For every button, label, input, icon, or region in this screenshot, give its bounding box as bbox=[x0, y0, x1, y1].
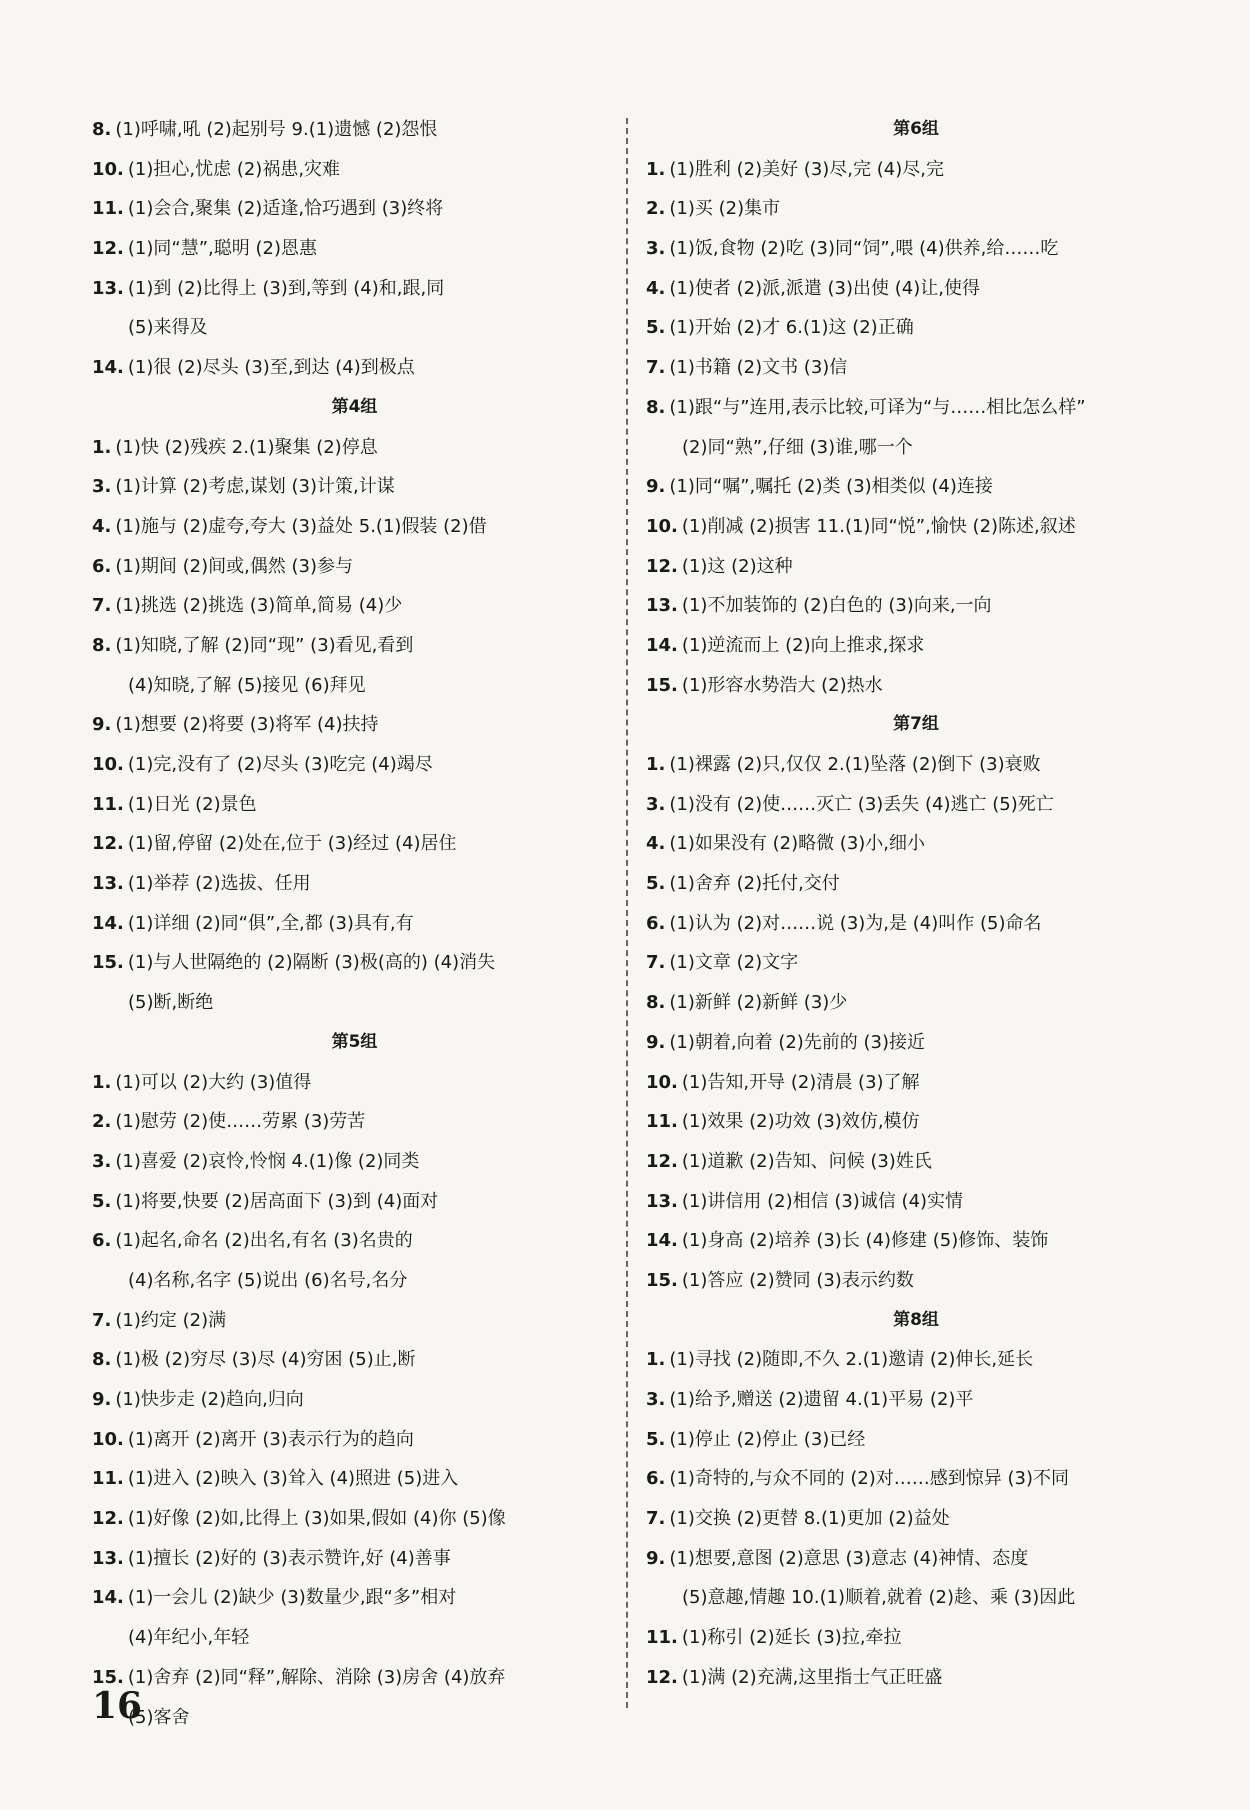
answer-line bbox=[92, 1618, 617, 1658]
question-number: 1. bbox=[92, 1071, 112, 1093]
answer-text: (4)名称,名字 (5)说出 (6)名号,名分 bbox=[128, 1269, 408, 1291]
question-number: 7. bbox=[646, 1508, 666, 1530]
question-number: 9. bbox=[646, 1547, 666, 1569]
answer-line bbox=[92, 1340, 617, 1380]
question-number: 12. bbox=[92, 1508, 124, 1530]
question-number: 8. bbox=[646, 992, 666, 1014]
answer-line bbox=[646, 1261, 1186, 1301]
answer-text: (1)约定 (2)满 bbox=[115, 1309, 227, 1331]
group-title: 第4组 bbox=[331, 396, 378, 417]
question-number: 13. bbox=[646, 1190, 678, 1212]
answer-line bbox=[646, 1063, 1186, 1103]
answer-line bbox=[646, 1182, 1186, 1222]
answer-line bbox=[646, 864, 1186, 904]
answer-text: (1)好像 (2)如,比得上 (3)如果,假如 (4)你 (5)像 bbox=[127, 1508, 506, 1530]
question-number: 11. bbox=[92, 793, 124, 815]
answer-line bbox=[92, 1698, 617, 1738]
question-number: 15. bbox=[92, 1666, 124, 1688]
question-number: 15. bbox=[646, 1269, 678, 1291]
answer-line bbox=[646, 1459, 1186, 1499]
answer-line bbox=[92, 1658, 617, 1698]
answer-text: (1)想要 (2)将要 (3)将军 (4)扶持 bbox=[115, 714, 379, 736]
answer-line bbox=[646, 1658, 1186, 1698]
answer-line bbox=[646, 229, 1186, 269]
question-number: 1. bbox=[92, 436, 112, 458]
question-number: 14. bbox=[92, 912, 124, 934]
answer-text: (1)期间 (2)间或,偶然 (3)参与 bbox=[115, 555, 354, 577]
answer-text: (1)喜爱 (2)哀怜,怜悯 4.(1)像 (2)同类 bbox=[115, 1150, 420, 1172]
answer-text: (1)离开 (2)离开 (3)表示行为的趋向 bbox=[127, 1428, 414, 1450]
question-number: 14. bbox=[92, 1587, 124, 1609]
answer-line bbox=[646, 1380, 1186, 1420]
answer-line bbox=[646, 1023, 1186, 1063]
answer-text: (1)挑选 (2)挑选 (3)简单,简易 (4)少 bbox=[115, 595, 403, 617]
page-number: 16 bbox=[92, 1685, 143, 1727]
answer-line bbox=[92, 904, 617, 944]
answer-text: (5)客舍 bbox=[128, 1706, 190, 1728]
question-number: 5. bbox=[646, 317, 666, 339]
answer-text: (1)到 (2)比得上 (3)到,等到 (4)和,跟,同 bbox=[127, 277, 445, 299]
question-number: 6. bbox=[646, 912, 666, 934]
answer-text: (1)寻找 (2)随即,不久 2.(1)邀请 (2)伸长,延长 bbox=[669, 1349, 1034, 1371]
answer-line bbox=[646, 785, 1186, 825]
answer-line bbox=[646, 626, 1186, 666]
question-number: 11. bbox=[92, 1468, 124, 1490]
answer-text: (1)讲信用 (2)相信 (3)诚信 (4)实情 bbox=[681, 1190, 964, 1212]
answer-line bbox=[92, 269, 617, 309]
answer-text: (1)很 (2)尽头 (3)至,到达 (4)到极点 bbox=[127, 357, 415, 379]
answer-text: (1)擅长 (2)好的 (3)表示赞许,好 (4)善事 bbox=[127, 1547, 451, 1569]
question-number: 2. bbox=[92, 1111, 112, 1133]
question-number: 8. bbox=[92, 119, 112, 140]
group-heading bbox=[646, 1301, 1186, 1341]
answer-text: (1)一会儿 (2)缺少 (3)数量少,跟“多”相对 bbox=[127, 1587, 457, 1609]
answer-text: (1)新鲜 (2)新鲜 (3)少 bbox=[669, 992, 848, 1014]
answer-text: (1)饭,食物 (2)吃 (3)同“饲”,喂 (4)供养,给……吃 bbox=[669, 238, 1059, 260]
group-heading bbox=[92, 1023, 617, 1063]
answer-text: (1)胜利 (2)美好 (3)尽,完 (4)尽,完 bbox=[669, 158, 944, 180]
answer-text: (1)裸露 (2)只,仅仅 2.(1)坠落 (2)倒下 (3)衰败 bbox=[669, 754, 1041, 775]
answer-line bbox=[646, 1142, 1186, 1182]
answer-text: (1)快 (2)残疾 2.(1)聚集 (2)停息 bbox=[115, 436, 378, 458]
question-number: 5. bbox=[646, 873, 666, 895]
answer-line bbox=[646, 348, 1186, 388]
answer-line bbox=[646, 547, 1186, 587]
answer-line bbox=[646, 1618, 1186, 1658]
group-title: 第8组 bbox=[893, 1309, 939, 1330]
answer-line bbox=[92, 1221, 617, 1261]
answer-text: (1)详细 (2)同“俱”,全,都 (3)具有,有 bbox=[127, 912, 414, 934]
question-number: 6. bbox=[92, 555, 112, 577]
answer-line bbox=[92, 943, 617, 983]
question-number: 7. bbox=[92, 595, 112, 617]
answer-line bbox=[646, 507, 1186, 547]
answer-line bbox=[646, 428, 1186, 468]
question-number: 10. bbox=[92, 158, 124, 180]
answer-text: (1)认为 (2)对……说 (3)为,是 (4)叫作 (5)命名 bbox=[669, 912, 1042, 934]
answer-text: (1)停止 (2)停止 (3)已经 bbox=[669, 1428, 866, 1450]
answer-text: (5)来得及 bbox=[128, 317, 208, 339]
question-number: 13. bbox=[92, 1547, 124, 1569]
question-number: 15. bbox=[646, 674, 678, 696]
answer-text: (1)将要,快要 (2)居高面下 (3)到 (4)面对 bbox=[115, 1190, 439, 1212]
answer-text: (1)没有 (2)使……灭亡 (3)丢失 (4)逃亡 (5)死亡 bbox=[669, 793, 1054, 815]
answer-text: (1)同“慧”,聪明 (2)恩惠 bbox=[127, 238, 317, 260]
answer-text: (1)如果没有 (2)略微 (3)小,细小 bbox=[669, 833, 926, 855]
answer-line bbox=[92, 348, 617, 388]
answer-text: (1)交换 (2)更替 8.(1)更加 (2)益处 bbox=[669, 1508, 950, 1530]
answer-text: (1)告知,开导 (2)清晨 (3)了解 bbox=[681, 1071, 920, 1093]
question-number: 9. bbox=[646, 1031, 666, 1053]
answer-text: (1)买 (2)集市 bbox=[669, 198, 781, 220]
answer-text: (1)削减 (2)损害 11.(1)同“悦”,愉快 (2)陈述,叙述 bbox=[681, 515, 1076, 537]
answer-text: (1)舍弃 (2)托付,交付 bbox=[669, 873, 840, 895]
answer-line bbox=[646, 745, 1186, 785]
answer-line bbox=[92, 1102, 617, 1142]
question-number: 1. bbox=[646, 754, 666, 775]
answer-line bbox=[92, 1459, 617, 1499]
answer-line bbox=[92, 189, 617, 229]
answer-line bbox=[646, 150, 1186, 190]
answer-line bbox=[92, 1301, 617, 1341]
answer-text: (1)开始 (2)才 6.(1)这 (2)正确 bbox=[669, 317, 914, 339]
question-number: 6. bbox=[646, 1468, 666, 1490]
answer-line bbox=[646, 586, 1186, 626]
answer-text: (1)日光 (2)景色 bbox=[127, 793, 257, 815]
answer-text: (1)进入 (2)映入 (3)耸入 (4)照进 (5)进入 bbox=[127, 1468, 459, 1490]
question-number: 3. bbox=[646, 793, 666, 815]
question-number: 3. bbox=[646, 238, 666, 260]
group-heading bbox=[646, 110, 1186, 150]
answer-line bbox=[92, 467, 617, 507]
question-number: 14. bbox=[92, 357, 124, 379]
question-number: 7. bbox=[646, 357, 666, 379]
answer-line bbox=[646, 1340, 1186, 1380]
answer-text: (5)意趣,情趣 10.(1)顺着,就着 (2)趁、乘 (3)因此 bbox=[682, 1587, 1076, 1609]
question-number: 15. bbox=[92, 952, 124, 974]
answer-line bbox=[646, 1539, 1186, 1579]
answer-text: (1)答应 (2)赞同 (3)表示约数 bbox=[681, 1269, 914, 1291]
question-number: 11. bbox=[92, 198, 124, 220]
answer-text: (1)舍弃 (2)同“释”,解除、消除 (3)房舍 (4)放弃 bbox=[127, 1666, 506, 1688]
answer-text: (1)想要,意图 (2)意思 (3)意志 (4)神情、态度 bbox=[669, 1547, 1029, 1569]
answer-line bbox=[92, 507, 617, 547]
question-number: 5. bbox=[646, 1428, 666, 1450]
question-number: 9. bbox=[92, 714, 112, 736]
answer-line bbox=[646, 666, 1186, 706]
answer-text: (1)朝着,向着 (2)先前的 (3)接近 bbox=[669, 1031, 926, 1053]
answer-text: (1)可以 (2)大约 (3)值得 bbox=[115, 1071, 312, 1093]
question-number: 10. bbox=[92, 754, 124, 775]
answer-text: (1)起名,命名 (2)出名,有名 (3)名贵的 bbox=[115, 1230, 413, 1252]
question-number: 3. bbox=[646, 1389, 666, 1410]
answer-line bbox=[92, 1142, 617, 1182]
question-number: 12. bbox=[646, 1150, 678, 1172]
answer-line bbox=[92, 824, 617, 864]
answer-line bbox=[92, 1499, 617, 1539]
question-number: 12. bbox=[92, 833, 124, 855]
answer-text: (1)文章 (2)文字 bbox=[669, 952, 799, 974]
question-number: 11. bbox=[646, 1111, 678, 1133]
answer-line bbox=[92, 1261, 617, 1301]
answer-line bbox=[92, 785, 617, 825]
question-number: 6. bbox=[92, 1230, 112, 1252]
answer-line bbox=[92, 1539, 617, 1579]
answer-text: (4)知晓,了解 (5)接见 (6)拜见 bbox=[128, 674, 366, 696]
answer-line bbox=[92, 1182, 617, 1222]
answer-text: (1)快步走 (2)趋向,归向 bbox=[115, 1389, 304, 1410]
answer-line bbox=[646, 189, 1186, 229]
answer-text: (1)效果 (2)功效 (3)效仿,模仿 bbox=[681, 1111, 920, 1133]
answer-text: (1)身高 (2)培养 (3)长 (4)修建 (5)修饰、装饰 bbox=[681, 1230, 1049, 1252]
answer-text: (1)道歉 (2)告知、问候 (3)姓氏 bbox=[681, 1150, 932, 1172]
question-number: 13. bbox=[646, 595, 678, 617]
question-number: 2. bbox=[646, 198, 666, 220]
group-heading bbox=[92, 388, 617, 428]
question-number: 8. bbox=[92, 1349, 112, 1371]
question-number: 3. bbox=[92, 476, 112, 498]
answer-line bbox=[646, 943, 1186, 983]
answer-line bbox=[92, 1578, 617, 1618]
answer-line bbox=[92, 745, 617, 785]
answer-text: (1)知晓,了解 (2)同“现” (3)看见,看到 bbox=[115, 634, 414, 656]
question-number: 4. bbox=[646, 833, 666, 855]
left-column bbox=[92, 110, 617, 1737]
answer-text: (1)逆流而上 (2)向上推求,探求 bbox=[681, 634, 925, 656]
answer-text: (1)跟“与”连用,表示比较,可译为“与……相比怎么样” bbox=[669, 396, 1086, 418]
answer-line bbox=[92, 150, 617, 190]
question-number: 5. bbox=[92, 1190, 112, 1212]
group-heading bbox=[646, 705, 1186, 745]
answer-text: (1)担心,忧虑 (2)祸患,灾难 bbox=[127, 158, 341, 180]
question-number: 12. bbox=[646, 555, 678, 577]
answer-text: (1)极 (2)穷尽 (3)尽 (4)穷困 (5)止,断 bbox=[115, 1349, 416, 1371]
answer-line bbox=[92, 1420, 617, 1460]
answer-text: (1)使者 (2)派,派遣 (3)出使 (4)让,使得 bbox=[669, 277, 980, 299]
answer-line bbox=[646, 388, 1186, 428]
question-number: 9. bbox=[92, 1389, 112, 1410]
answer-text: (1)与人世隔绝的 (2)隔断 (3)极(高的) (4)消失 bbox=[127, 952, 496, 974]
answer-text: (1)形容水势浩大 (2)热水 bbox=[681, 674, 883, 696]
column-divider bbox=[626, 118, 628, 1708]
answer-text: (4)年纪小,年轻 bbox=[128, 1627, 250, 1649]
question-number: 9. bbox=[646, 476, 666, 498]
answer-line bbox=[646, 1578, 1186, 1618]
question-number: 4. bbox=[646, 277, 666, 299]
question-number: 7. bbox=[92, 1309, 112, 1331]
question-number: 10. bbox=[646, 1071, 678, 1093]
answer-line bbox=[92, 308, 617, 348]
right-column bbox=[646, 110, 1186, 1698]
answer-line bbox=[646, 824, 1186, 864]
question-number: 11. bbox=[646, 1627, 678, 1649]
answer-line bbox=[646, 983, 1186, 1023]
answer-text: (1)施与 (2)虚夸,夸大 (3)益处 5.(1)假装 (2)借 bbox=[115, 515, 487, 537]
answer-text: (1)慰劳 (2)使……劳累 (3)劳苦 bbox=[115, 1111, 366, 1133]
question-number: 1. bbox=[646, 1349, 666, 1371]
answer-line bbox=[646, 269, 1186, 309]
answer-line bbox=[646, 1499, 1186, 1539]
answer-line bbox=[92, 1380, 617, 1420]
answer-text: (1)给予,赠送 (2)遗留 4.(1)平易 (2)平 bbox=[669, 1389, 974, 1410]
question-number: 8. bbox=[92, 634, 112, 656]
answer-line bbox=[646, 308, 1186, 348]
question-number: 12. bbox=[646, 1666, 678, 1688]
question-number: 4. bbox=[92, 515, 112, 537]
answer-text: (1)这 (2)这种 bbox=[681, 555, 793, 577]
answer-text: (1)会合,聚集 (2)适逢,恰巧遇到 (3)终将 bbox=[127, 198, 444, 220]
answer-line bbox=[92, 229, 617, 269]
question-number: 1. bbox=[646, 158, 666, 180]
question-number: 10. bbox=[92, 1428, 124, 1450]
answer-text: (1)称引 (2)延长 (3)拉,牵拉 bbox=[681, 1627, 902, 1649]
answer-text: (1)完,没有了 (2)尽头 (3)吃完 (4)竭尽 bbox=[127, 754, 433, 775]
answer-line bbox=[92, 110, 617, 150]
answer-line bbox=[92, 1063, 617, 1103]
answer-text: (1)留,停留 (2)处在,位于 (3)经过 (4)居住 bbox=[127, 833, 457, 855]
question-number: 13. bbox=[92, 277, 124, 299]
question-number: 13. bbox=[92, 873, 124, 895]
group-title: 第7组 bbox=[893, 714, 939, 735]
answer-text: (1)奇特的,与众不同的 (2)对……感到惊异 (3)不同 bbox=[669, 1468, 1070, 1490]
answer-line bbox=[92, 547, 617, 587]
question-number: 12. bbox=[92, 238, 124, 260]
answer-text: (1)同“嘱”,嘱托 (2)类 (3)相类似 (4)连接 bbox=[669, 476, 993, 498]
answer-line bbox=[92, 428, 617, 468]
group-title: 第6组 bbox=[893, 119, 939, 139]
answer-text: (1)呼啸,吼 (2)起别号 9.(1)遗憾 (2)怨恨 bbox=[115, 119, 438, 140]
group-title: 第5组 bbox=[331, 1031, 378, 1052]
answer-text: (1)不加装饰的 (2)白色的 (3)向来,一向 bbox=[681, 595, 992, 617]
answer-line bbox=[92, 626, 617, 666]
question-number: 3. bbox=[92, 1150, 112, 1172]
answer-text: (1)满 (2)充满,这里指士气正旺盛 bbox=[681, 1666, 943, 1688]
answer-line bbox=[92, 864, 617, 904]
question-number: 10. bbox=[646, 515, 678, 537]
answer-line bbox=[92, 705, 617, 745]
answer-line bbox=[646, 1221, 1186, 1261]
answer-line bbox=[646, 1420, 1186, 1460]
question-number: 8. bbox=[646, 396, 666, 418]
answer-line bbox=[646, 904, 1186, 944]
answer-line bbox=[92, 983, 617, 1023]
answer-text: (2)同“熟”,仔细 (3)谁,哪一个 bbox=[682, 436, 913, 458]
question-number: 7. bbox=[646, 952, 666, 974]
answer-line bbox=[92, 586, 617, 626]
answer-text: (5)断,断绝 bbox=[128, 992, 214, 1014]
answer-line bbox=[646, 1102, 1186, 1142]
answer-text: (1)书籍 (2)文书 (3)信 bbox=[669, 357, 848, 379]
answer-text: (1)举荐 (2)选拔、任用 bbox=[127, 873, 311, 895]
question-number: 14. bbox=[646, 634, 678, 656]
answer-line bbox=[92, 666, 617, 706]
question-number: 14. bbox=[646, 1230, 678, 1252]
answer-text: (1)计算 (2)考虑,谋划 (3)计策,计谋 bbox=[115, 476, 395, 498]
answer-line bbox=[646, 467, 1186, 507]
